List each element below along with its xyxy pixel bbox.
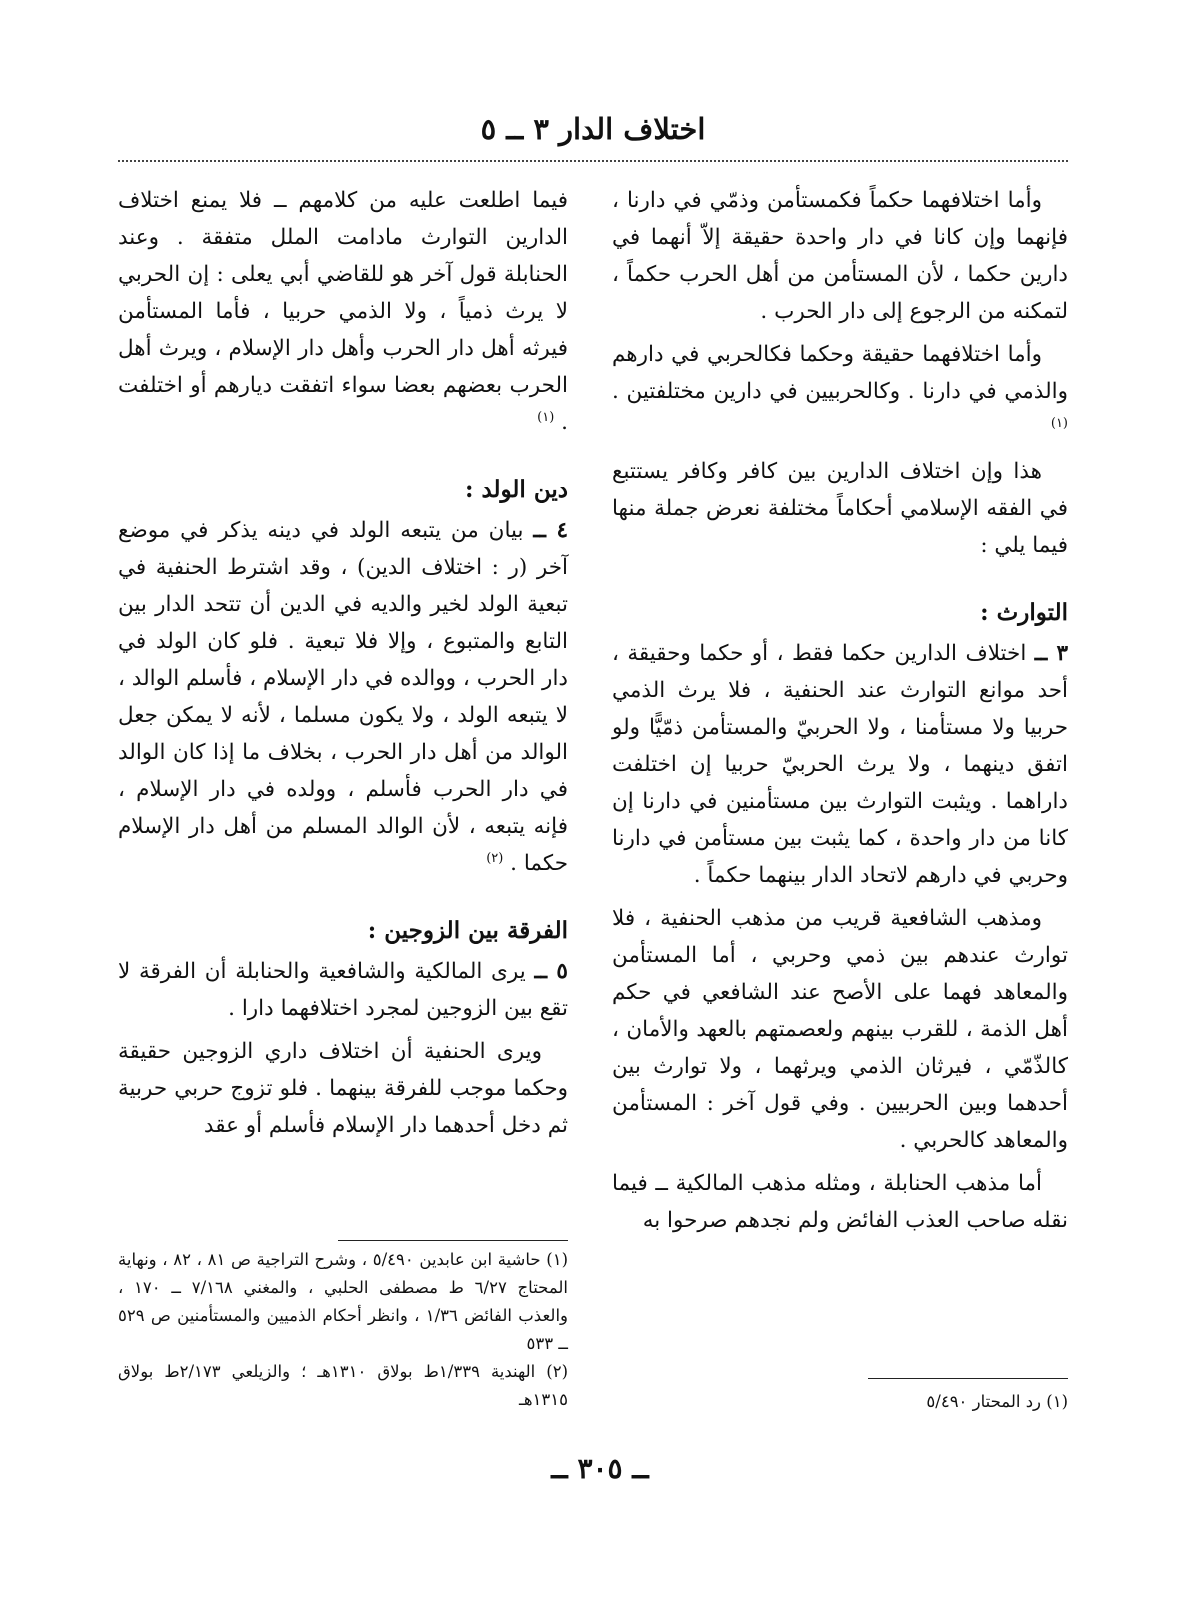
paragraph-number: ٥ ــ <box>534 959 568 984</box>
footnote: (١) حاشية ابن عابدين ٥/٤٩٠ ، وشرح التراجية ص ٨١ ، ٨٢ ، ونهاية المحتاج ٦/٢٧ ط مصطفى الحلبي ، والمغني ٧/١٦٨ ــ ١٧٠ ، والعذب الفائض ١/٣٦ ، وانظر أحكام الذميين والمستأمنين ص ٥٢٩ ــ ٥٣٣ <box>118 1250 568 1353</box>
running-header: اختلاف الدار ٣ ــ ٥ <box>480 112 706 146</box>
paragraph <box>118 182 568 441</box>
paragraph-text: بيان من يتبعه الولد في دينه يذكر في موضع آخر (ر : اختلاف الدين) ، وقد اشترط الحنفية في تبعية الولد لخير والديه في الدين أن تتحد الدار بين التابع والمتبوع ، وإلا فلا تبعية . فلو كان الولد في دار الحرب ، ووالده في دار الإسلام ، فأسلم الوالد ، لا يتبعه الولد ، ولا يكون مسلما ، لأنه لا يمكن جعل الوالد من أهل دار الحرب ، بخلاف ما إذا كان الوالد في دار الحرب فأسلم ، وولده في دار الإسلام ، فإنه يتبعه ، لأن الوالد المسلم من أهل دار الإسلام حكما . <box>118 518 568 876</box>
footnote-rule <box>868 1378 1068 1379</box>
paragraph-text: يرى المالكية والشافعية والحنابلة أن الفرقة لا تقع بين الزوجين لمجرد اختلافهما دارا . <box>118 959 568 1021</box>
paragraph: ويرى الحنفية أن اختلاف داري الزوجين حقيقة وحكما موجب للفرقة بينهما . فلو تزوج حربي حربية ثم دخل أحدهما دار الإسلام فأسلم أو عقد <box>118 1039 568 1138</box>
paragraph-text: فيما اطلعت عليه من كلامهم ــ فلا يمنع اختلاف الدارين التوارث مادامت الملل متفقة . وعند الحنابلة قول آخر هو للقاضي أبي يعلى : إن الحربي لا يرث ذمياً ، ولا الذمي حربيا ، فأما المستأمن فيرثه أهل دار الحرب وأهل دار الإسلام ، ويرث أهل الحرب بعضهم بعضا سواء اتفقت ديارهم أو اختلفت . <box>118 188 568 435</box>
footnotes-right <box>868 1388 1068 1416</box>
numbered-paragraph <box>612 635 1068 894</box>
left-column <box>118 182 568 1150</box>
numbered-paragraph <box>118 512 568 882</box>
paragraph: هذا وإن اختلاف الدارين بين كافر وكافر يستتبع في الفقه الإسلامي أحكاماً مختلفة نعرض جملة منها فيما يلي : <box>612 459 1068 558</box>
paragraph <box>612 336 1068 447</box>
paragraph: وأما اختلافهما حكماً فكمستأمن وذمّي في دارنا ، فإنهما وإن كانا في دار واحدة حقيقة إلاّ أنهما في دارين حكما ، لأن المستأمن من أهل الحرب حكماً ، لتمكنه من الرجوع إلى دار الحرب . <box>612 188 1068 324</box>
footnote: (١) رد المحتار ٥/٤٩٠ <box>926 1392 1068 1411</box>
numbered-paragraph <box>118 953 568 1027</box>
footnote: (٢) الهندية ١/٣٣٩ط بولاق ١٣١٠هـ ؛ والزيلعي ٢/١٧٣ط بولاق ١٣١٥هـ <box>118 1362 568 1409</box>
header-dotted-rule <box>118 160 1068 162</box>
right-column <box>612 182 1068 1245</box>
paragraph-number: ٤ ــ <box>533 518 568 543</box>
footnote-ref: (١) <box>537 409 555 425</box>
section-heading: دين الولد : <box>464 476 568 503</box>
paragraph-number: ٣ ــ <box>1034 641 1068 666</box>
section-heading: التوارث : <box>980 599 1068 626</box>
footnote-rule <box>338 1240 568 1241</box>
paragraph-text: اختلاف الدارين حكما فقط ، أو حكما وحقيقة ، أحد موانع التوارث عند الحنفية ، فلا يرث الذمي حربيا ولا مستأمنا ، ولا الحربيّ والمستأمن ذمّيًّا ولو اتفق دينهما ، ولا يرث الحربيّ حربيا إن اختلفت داراهما . ويثبت التوارث بين مستأمنين في دارنا إن كانا من دار واحدة ، كما يثبت بين مستأمن في دارنا وحربي في دارهم لاتحاد الدار بينهما حكماً . <box>612 641 1068 888</box>
paragraph: ومذهب الشافعية قريب من مذهب الحنفية ، فلا توارث عندهم بين ذمي وحربي ، أما المستأمن والمعاهد فهما على الأصح عند الشافعي في حكم أهل الذمة ، للقرب بينهم ولعصمتهم بالعهد والأمان ، كالذّمّي ، فيرثان الذمي ويرثهما ، ولا توارث بين أحدهما وبين الحربيين . وفي قول آخر : المستأمن والمعاهد كالحربي . <box>612 906 1068 1153</box>
footnote-ref: (٢) <box>486 850 504 866</box>
section-heading: الفرقة بين الزوجين : <box>367 917 568 944</box>
paragraph-text: وأما اختلافهما حقيقة وحكما فكالحربي في دارهم والذمي في دارنا . وكالحربيين في دارين مختلفتين . <box>612 342 1068 404</box>
page-number: ــ ٣٠٥ ــ <box>551 1452 649 1485</box>
footnote-ref: (١) <box>1050 415 1068 431</box>
footnotes-left <box>118 1246 568 1414</box>
paragraph: أما مذهب الحنابلة ، ومثله مذهب المالكية ــ فيما نقله صاحب العذب الفائض ولم نجدهم صرحوا به <box>612 1171 1068 1233</box>
